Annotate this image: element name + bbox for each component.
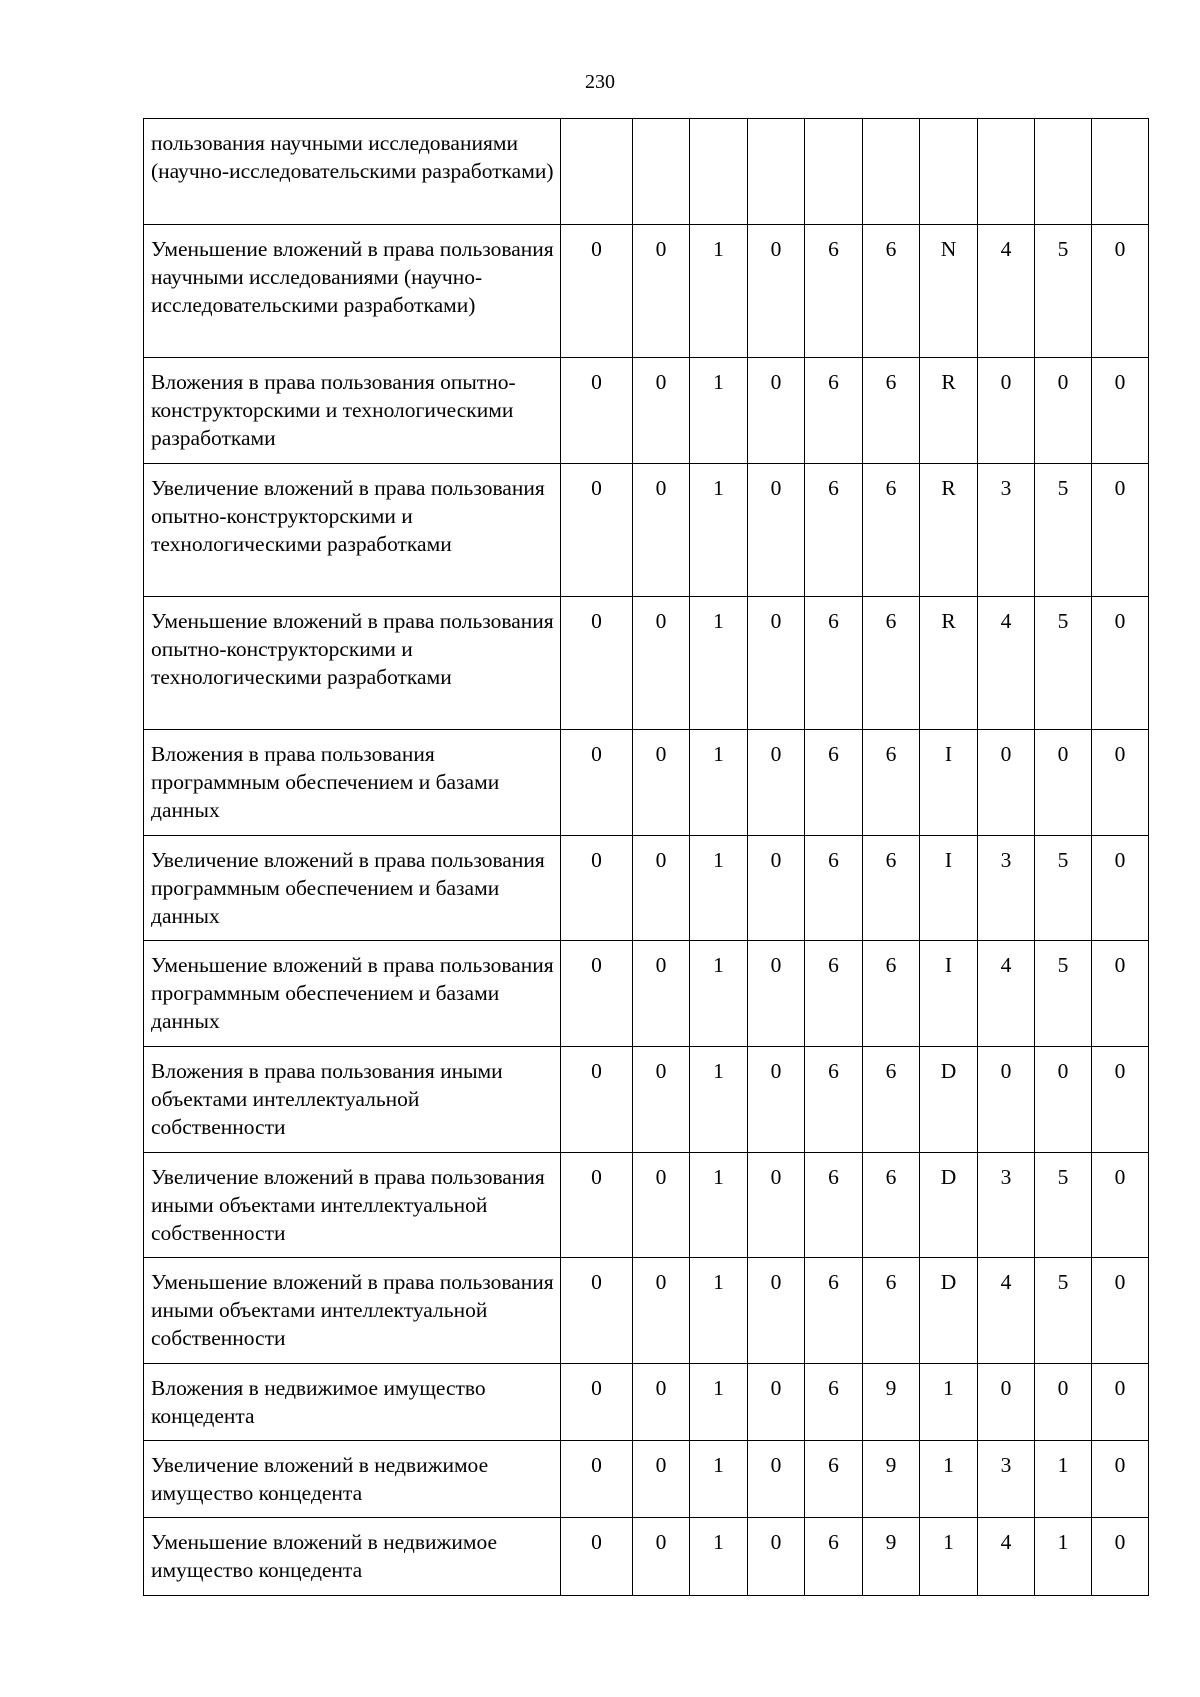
table-body <box>144 119 1149 1596</box>
code-digit-cell: 0 <box>633 1518 690 1596</box>
code-digit-cell <box>748 119 805 225</box>
code-digit-cell <box>633 119 690 225</box>
code-digit-cell: 0 <box>1092 1364 1149 1441</box>
code-digit-cell: D <box>920 1153 978 1258</box>
code-digit-cell: 1 <box>690 597 748 730</box>
code-digit-cell: 0 <box>1035 358 1092 464</box>
code-digit-cell <box>978 119 1035 225</box>
code-digit-cell: 0 <box>1092 1047 1149 1153</box>
code-digit-cell: 0 <box>748 1441 805 1518</box>
code-digit-cell: 4 <box>978 1518 1035 1596</box>
code-digit-cell: I <box>920 836 978 941</box>
code-digit-cell: 0 <box>1035 730 1092 836</box>
row-label: Вложения в недвижимое имущество концедента <box>144 1364 561 1441</box>
code-digit-cell: 1 <box>690 225 748 358</box>
table-row <box>144 1258 1149 1364</box>
code-digit-cell: 0 <box>1092 1258 1149 1364</box>
code-digit-cell: 4 <box>978 1258 1035 1364</box>
code-digit-cell: 1 <box>690 1047 748 1153</box>
code-digit-cell: 1 <box>690 1258 748 1364</box>
row-label: Уменьшение вложений в права пользования иными объектами интеллектуальной собственности <box>144 1258 561 1364</box>
code-digit-cell: R <box>920 358 978 464</box>
code-digit-cell: 0 <box>748 730 805 836</box>
code-digit-cell: 6 <box>805 1441 863 1518</box>
table-row <box>144 1047 1149 1153</box>
table-row <box>144 358 1149 464</box>
code-digit-cell: 0 <box>633 836 690 941</box>
code-digit-cell: R <box>920 597 978 730</box>
code-digit-cell: 1 <box>1035 1441 1092 1518</box>
code-digit-cell: 0 <box>748 358 805 464</box>
code-digit-cell: 0 <box>1035 1364 1092 1441</box>
code-digit-cell: 0 <box>748 941 805 1047</box>
code-digit-cell <box>561 119 633 225</box>
code-digit-cell: 0 <box>633 225 690 358</box>
code-digit-cell: 0 <box>561 464 633 597</box>
code-digit-cell: 5 <box>1035 225 1092 358</box>
code-digit-cell: 5 <box>1035 597 1092 730</box>
code-digit-cell: 0 <box>561 1441 633 1518</box>
code-digit-cell: 5 <box>1035 1153 1092 1258</box>
code-digit-cell: 0 <box>561 941 633 1047</box>
code-digit-cell: 0 <box>561 358 633 464</box>
code-digit-cell <box>1092 119 1149 225</box>
code-digit-cell: 3 <box>978 464 1035 597</box>
code-digit-cell: 1 <box>920 1518 978 1596</box>
code-digit-cell: 0 <box>633 597 690 730</box>
code-digit-cell: 0 <box>561 225 633 358</box>
table-row <box>144 464 1149 597</box>
code-digit-cell: 0 <box>748 1364 805 1441</box>
code-digit-cell: 0 <box>1092 597 1149 730</box>
code-digit-cell: 0 <box>748 1518 805 1596</box>
row-label: Увеличение вложений в права пользования программным обеспечением и базами данных <box>144 836 561 941</box>
code-digit-cell: 0 <box>561 1258 633 1364</box>
code-digit-cell: 6 <box>805 1258 863 1364</box>
code-digit-cell: 0 <box>1092 941 1149 1047</box>
code-digit-cell: 0 <box>1092 225 1149 358</box>
code-digit-cell: 1 <box>920 1441 978 1518</box>
code-digit-cell: 9 <box>863 1518 920 1596</box>
code-digit-cell: 1 <box>690 1441 748 1518</box>
code-digit-cell: 5 <box>1035 941 1092 1047</box>
row-label: Увеличение вложений в права пользования опытно-конструкторскими и технологическими разработками <box>144 464 561 597</box>
code-digit-cell: 0 <box>1092 836 1149 941</box>
code-digit-cell: 6 <box>863 1153 920 1258</box>
code-digit-cell: 0 <box>561 597 633 730</box>
code-digit-cell: 5 <box>1035 464 1092 597</box>
code-digit-cell: 0 <box>633 358 690 464</box>
code-digit-cell: 6 <box>805 464 863 597</box>
table-row <box>144 225 1149 358</box>
row-label: Уменьшение вложений в права пользования научными исследованиями (научно-исследовательскими разработками) <box>144 225 561 358</box>
table-row <box>144 836 1149 941</box>
code-digit-cell: 6 <box>805 1364 863 1441</box>
table-row <box>144 1441 1149 1518</box>
code-digit-cell: 1 <box>690 1153 748 1258</box>
code-digit-cell: 6 <box>863 358 920 464</box>
code-digit-cell: 6 <box>863 225 920 358</box>
table-row <box>144 119 1149 225</box>
row-label: Увеличение вложений в недвижимое имущество концедента <box>144 1441 561 1518</box>
code-digit-cell: 0 <box>748 464 805 597</box>
code-digit-cell: 0 <box>1092 1441 1149 1518</box>
code-digit-cell: 6 <box>805 1047 863 1153</box>
code-digit-cell: 0 <box>1092 730 1149 836</box>
code-digit-cell: 6 <box>805 836 863 941</box>
code-digit-cell: 0 <box>748 1153 805 1258</box>
code-digit-cell: 0 <box>561 836 633 941</box>
code-digit-cell: 0 <box>978 1364 1035 1441</box>
code-digit-cell: 4 <box>978 941 1035 1047</box>
code-digit-cell: 0 <box>633 464 690 597</box>
code-digit-cell: 0 <box>561 730 633 836</box>
code-digit-cell: 0 <box>561 1153 633 1258</box>
code-digit-cell: 1 <box>690 358 748 464</box>
row-label: Увеличение вложений в права пользования иными объектами интеллектуальной собственности <box>144 1153 561 1258</box>
account-codes-table <box>143 118 1149 1596</box>
code-digit-cell: 0 <box>633 1441 690 1518</box>
code-digit-cell: 6 <box>863 464 920 597</box>
code-digit-cell: 0 <box>561 1047 633 1153</box>
row-label: Уменьшение вложений в права пользования опытно-конструкторскими и технологическими разработками <box>144 597 561 730</box>
code-digit-cell: 0 <box>1092 358 1149 464</box>
table-row <box>144 1364 1149 1441</box>
code-digit-cell <box>805 119 863 225</box>
code-digit-cell: 1 <box>690 1364 748 1441</box>
code-digit-cell: 0 <box>748 1258 805 1364</box>
code-digit-cell: 3 <box>978 836 1035 941</box>
code-digit-cell: R <box>920 464 978 597</box>
code-digit-cell: 6 <box>805 941 863 1047</box>
code-digit-cell <box>690 119 748 225</box>
code-digit-cell: 0 <box>748 597 805 730</box>
code-digit-cell: 1 <box>690 836 748 941</box>
code-digit-cell: 5 <box>1035 836 1092 941</box>
table-row <box>144 941 1149 1047</box>
code-digit-cell: D <box>920 1258 978 1364</box>
table-row <box>144 1153 1149 1258</box>
code-digit-cell: 6 <box>863 1047 920 1153</box>
code-digit-cell <box>863 119 920 225</box>
code-digit-cell: 6 <box>863 941 920 1047</box>
code-digit-cell: 0 <box>1092 1153 1149 1258</box>
code-digit-cell: 0 <box>633 1153 690 1258</box>
code-digit-cell: 0 <box>1092 464 1149 597</box>
code-digit-cell: 0 <box>633 730 690 836</box>
code-digit-cell: 1 <box>690 1518 748 1596</box>
code-digit-cell: 1 <box>920 1364 978 1441</box>
table-row <box>144 1518 1149 1596</box>
code-digit-cell: 9 <box>863 1364 920 1441</box>
code-digit-cell: 5 <box>1035 1258 1092 1364</box>
code-digit-cell: 0 <box>561 1518 633 1596</box>
row-label: Уменьшение вложений в недвижимое имущество концедента <box>144 1518 561 1596</box>
row-label: Вложения в права пользования иными объектами интеллектуальной собственности <box>144 1047 561 1153</box>
code-digit-cell: 6 <box>863 836 920 941</box>
code-digit-cell: D <box>920 1047 978 1153</box>
code-digit-cell: 1 <box>690 464 748 597</box>
code-digit-cell: 0 <box>561 1364 633 1441</box>
code-digit-cell: 1 <box>690 730 748 836</box>
code-digit-cell: 4 <box>978 225 1035 358</box>
code-digit-cell: 0 <box>1035 1047 1092 1153</box>
table-row <box>144 597 1149 730</box>
code-digit-cell: 0 <box>748 225 805 358</box>
row-label: пользования научными исследованиями (научно-исследовательскими разработками) <box>144 119 561 225</box>
row-label: Вложения в права пользования опытно-конструкторскими и технологическими разработками <box>144 358 561 464</box>
code-digit-cell: 6 <box>863 1258 920 1364</box>
code-digit-cell: 3 <box>978 1441 1035 1518</box>
code-digit-cell: 6 <box>805 1153 863 1258</box>
code-digit-cell: 6 <box>805 730 863 836</box>
code-digit-cell: 4 <box>978 597 1035 730</box>
code-digit-cell: 6 <box>805 358 863 464</box>
code-digit-cell: 0 <box>748 836 805 941</box>
code-digit-cell: 0 <box>633 941 690 1047</box>
code-digit-cell: 6 <box>863 730 920 836</box>
row-label: Вложения в права пользования программным обеспечением и базами данных <box>144 730 561 836</box>
code-digit-cell: 0 <box>1092 1518 1149 1596</box>
code-digit-cell: 0 <box>748 1047 805 1153</box>
code-digit-cell: 0 <box>978 358 1035 464</box>
code-digit-cell: N <box>920 225 978 358</box>
code-digit-cell: 0 <box>978 730 1035 836</box>
code-digit-cell: I <box>920 941 978 1047</box>
page-number: 230 <box>585 71 615 93</box>
row-label: Уменьшение вложений в права пользования программным обеспечением и базами данных <box>144 941 561 1047</box>
code-digit-cell: 0 <box>633 1047 690 1153</box>
table-row <box>144 730 1149 836</box>
code-digit-cell <box>1035 119 1092 225</box>
code-digit-cell: 0 <box>633 1258 690 1364</box>
code-digit-cell: 1 <box>690 941 748 1047</box>
code-digit-cell: 3 <box>978 1153 1035 1258</box>
code-digit-cell <box>920 119 978 225</box>
code-digit-cell: 6 <box>805 597 863 730</box>
code-digit-cell: 6 <box>805 1518 863 1596</box>
code-digit-cell: 0 <box>978 1047 1035 1153</box>
code-digit-cell: 6 <box>805 225 863 358</box>
code-digit-cell: I <box>920 730 978 836</box>
code-digit-cell: 0 <box>633 1364 690 1441</box>
code-digit-cell: 1 <box>1035 1518 1092 1596</box>
code-digit-cell: 9 <box>863 1441 920 1518</box>
code-digit-cell: 6 <box>863 597 920 730</box>
